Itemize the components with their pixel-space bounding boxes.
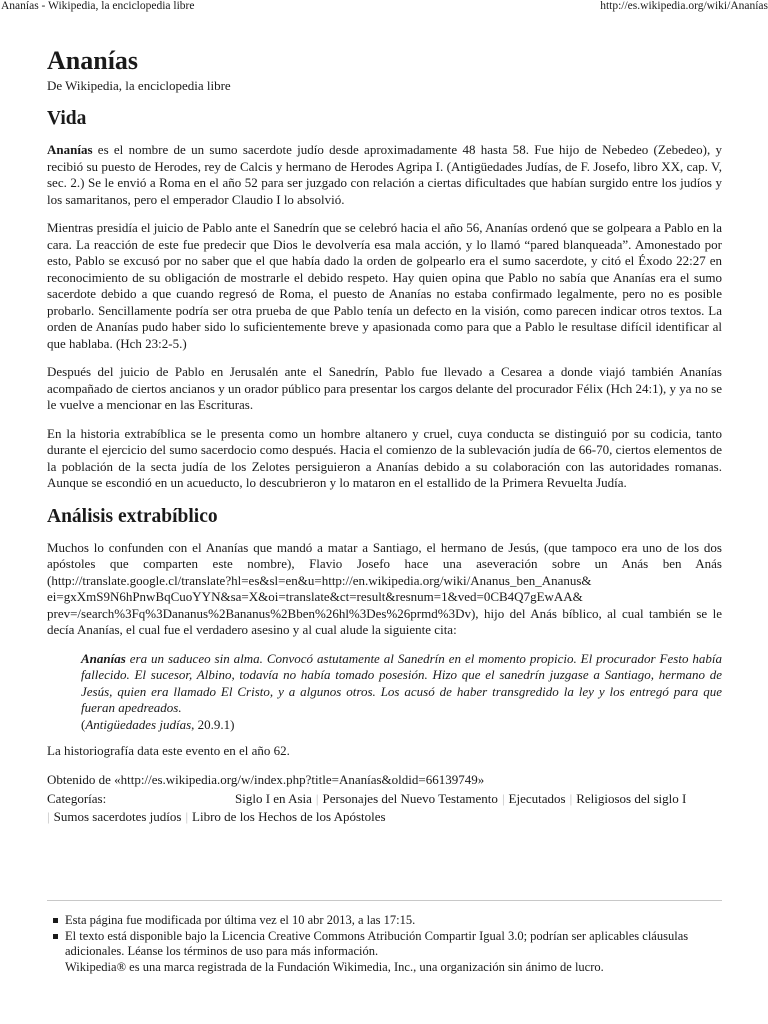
quote-cite-rest: , 20.9.1) (191, 716, 235, 732)
footer-last-modified: Esta página fue modificada por última vez el 10 abr 2013, a las 17:15. (65, 913, 722, 929)
footer-list (47, 913, 722, 960)
footer-trademark: Wikipedia® es una marca registrada de la Fundación Wikimedia, Inc., una organización sin ánimo de lucro. (65, 959, 604, 974)
quote-text: era un saduceo sin alma. Convocó astutamente al Sanedrín en el momento propicio. El procurador Festo había fallecido. El sucesor, Albino, todavía no había tomado posesión. Hizo que el sanedrín juzgase a Santiago, hermano de Jesús, quien era llamado El Cristo, y a algunos otros. Los acusó de haber transgredido la ley y los entregó para que fueran apedreados. (81, 650, 722, 715)
print-header (0, 0, 768, 14)
page-subtitle: De Wikipedia, la enciclopedia libre (47, 78, 231, 93)
paragraph-6: La historiografía data este evento en el año 62. (47, 743, 290, 758)
paragraph-1 (47, 142, 722, 208)
category-link[interactable]: Ejecutados (508, 790, 566, 806)
paragraph-3: Después del juicio de Pablo en Jerusalén ante el Sanedrín, Pablo fue llevado a Cesarea a donde viajó también Ananías acompañado de ciertos ancianos y un orador público para presentar los cargos delante del procurador Félix (Hch 24:1), y ya no se le vuelve a mencionar en las Escrituras. (47, 364, 722, 412)
categories-box (47, 790, 722, 826)
quote-cite-open: ( (81, 716, 86, 732)
category-link[interactable]: Siglo I en Asia (235, 790, 312, 806)
category-separator: | (315, 790, 319, 806)
quote-block (81, 651, 722, 734)
category-link[interactable]: Libro de los Hechos de los Apóstoles (192, 808, 386, 824)
paragraph-2: Mientras presidía el juicio de Pablo ante el Sanedrín que se celebró hacia el año 56, Ananías ordenó que se golpeara a Pablo en la cara. La reacción de este fue predecir que Dios le devolvería esa mala acción, y lo llamó “pared blanqueada”. Amonestado por esto, Pablo se excusó por no saber que el que había dado la orden de golpearlo era el sumo sacerdote, y citó el Éxodo 22:27 en reconocimiento de su obligación de mostrarle el debido respeto. Hay quien opina que Pablo no sabía que Ananías era el sumo sacerdote debido a que cuando regresó de Roma, el puesto de Ananías no estaba confirmado legalmente, pero no es posible probarlo. Sencillamente podría ser otra prueba de que Pablo tenía un defecto en la visión, como parecen indicar otros textos. La orden de Ananías pudo haber sido lo suficientemente breve y apasionada como para que a Pablo le resultase difícil identificar al que hablaba. (Hch 23:2-5.) (47, 220, 722, 351)
category-link[interactable]: Sumos sacerdotes judíos (53, 808, 182, 824)
paragraph-1-bold: Ananías (47, 142, 93, 157)
page-title: Ananías (47, 46, 139, 75)
paragraph-4: En la historia extrabíblica se le presenta como un hombre altanero y cruel, cuya conducta se distinguió por su codicia, tanto durante el ejercicio del sumo sacerdocio como después. Hacia el comienzo de la sublevación judía de 66-70, ciertos elementos de la población de la secta judía de los Zelotes persiguieron a Ananías debido a su colaboración con las autoridades romanas. Aunque se escondió en un acueducto, lo descubrieron y lo mataron en el estallido de la Primera Revuelta Judía. (47, 425, 722, 490)
footer-license: El texto está disponible bajo la Licencia Creative Commons Atribución Compartir Igual 3.0; podrían ser aplicables cláusulas adicionales. Léanse los términos de uso para más información. (65, 929, 722, 960)
category-separator: | (185, 808, 189, 824)
page-footer (47, 900, 722, 975)
print-header-url: http://es.wikipedia.org/wiki/Ananías (600, 0, 768, 12)
category-separator: | (569, 790, 573, 806)
category-separator: | (47, 808, 50, 824)
section-heading-analisis: Análisis extrabíblico (47, 505, 218, 527)
category-link[interactable]: Personajes del Nuevo Testamento (322, 790, 498, 806)
obtained-from[interactable]: Obtenido de «http://es.wikipedia.org/w/index.php?title=Ananías&oldid=66139749» (47, 771, 485, 787)
categories-label: Categorías: (47, 790, 107, 806)
quote-bold: Ananías (81, 650, 126, 666)
quote-citation (81, 717, 234, 732)
category-separator: | (501, 790, 505, 806)
article-content (47, 44, 722, 826)
section-heading-vida: Vida (47, 108, 87, 129)
print-header-title: Ananías - Wikipedia, la enciclopedia libre (1, 0, 195, 12)
paragraph-1-text: es el nombre de un sumo sacerdote judío desde aproximadamente 48 hasta 58. Fue hijo de Nebedeo (Zebedeo), y recibió su puesto de Herodes, rey de Calcis y hermano de Herodes Agripa I. (Antigüedades Judías, de F. Josefo, libro XX, cap. V, sec. 2.) Se le envió a Roma en el año 52 para ser juzgado con relación a ciertas dificultades que habían surgido entre los judíos y los samaritanos, pero el emperador Claudio I lo absolvió. (47, 142, 722, 207)
paragraph-5: Muchos lo confunden con el Ananías que mandó a matar a Santiago, el hermano de Jesús, (que tampoco era uno de los dos apóstoles que comparten este nombre), Flavio Josefo hace una aseveración sobre un Anás ben Anás (http://translate.google.cl/translate?hl=es&sl=en&u=http://en.wikipedia.org/wiki/Ananus_ben_Ananus& ei=gxXmS9N6hPnwBqCuoYYN&sa=X&oi=translate&ct=result&resnum=1&ved=0CB4Q7gEwAA& prev=/search%3Fq%3Dananus%2Bananus%2Bben%26hl%3Des%26prmd%3Dv), hijo del Anás bíblico, al cual también se le decía Ananías, el cual fue el verdadero asesino y al cual alude la siguiente cita: (47, 539, 722, 637)
quote-cite-title: Antigüedades judías (85, 716, 192, 732)
category-link[interactable]: Religiosos del siglo I (576, 790, 687, 806)
